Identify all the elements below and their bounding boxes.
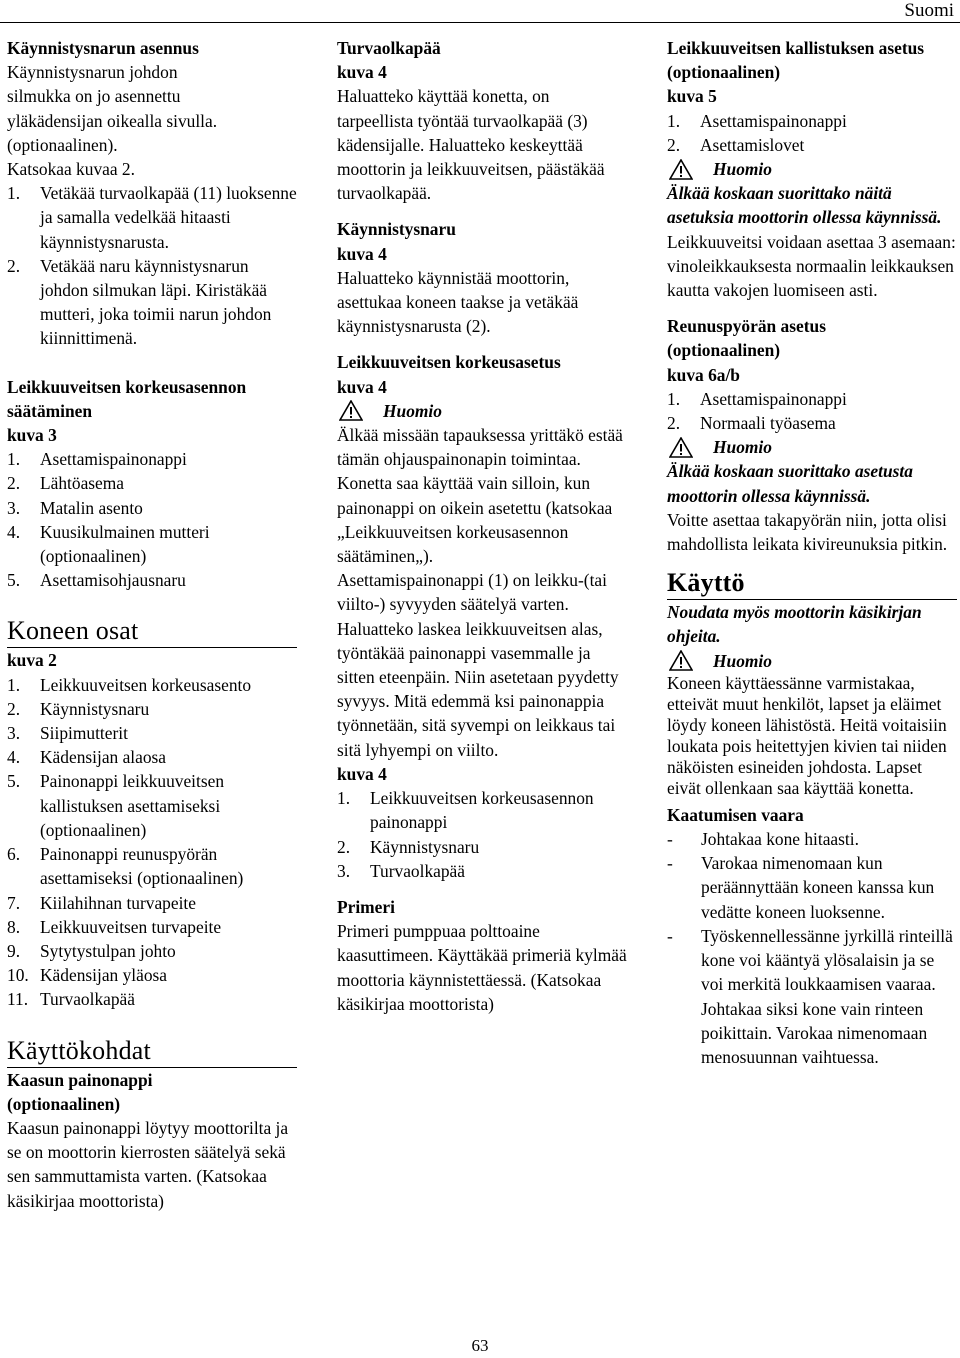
gas-button-text: Kaasun painonappi löytyy moottorilta ja se on moottorin kierrosten säätelyä sekä sen sammuttamista varten. (Katsokaa käsikirjaa moottorista): [7, 1117, 289, 1211]
warning-icon: [669, 650, 693, 671]
warning-label: Huomio: [713, 437, 772, 458]
text-line: Katsokaa kuvaa 2.: [7, 159, 135, 180]
figure-ref: kuva 3: [7, 425, 57, 446]
item-number: 1.: [7, 674, 21, 695]
warning-label: Huomio: [713, 650, 772, 671]
figure-ref: kuva 2: [7, 650, 57, 671]
item-bullet: -: [667, 829, 673, 850]
edge-wheel-text: Voitte asettaa takapyörän niin, jotta olisi mahdollista leikata kivireunuksia pitkin.: [667, 509, 948, 555]
list-item: [7, 915, 297, 939]
list-item: [7, 721, 297, 745]
parts-list: [7, 673, 297, 1012]
header-rule: [0, 22, 960, 23]
text-line: (optionaalinen).: [7, 134, 118, 155]
list-item: [337, 786, 627, 834]
item-text: Käynnistysnaru: [370, 836, 480, 857]
item-number: 1.: [7, 449, 21, 470]
item-bullet: -: [667, 853, 673, 874]
warning-notice: [667, 649, 957, 673]
item-text: Normaali työasema: [700, 413, 836, 434]
item-text: Asettamispainonappi: [40, 449, 187, 470]
starter-cord-title: Käynnistysnaru: [337, 219, 456, 240]
section-heading-use: Käyttö: [667, 568, 957, 600]
height-adjust-items: [7, 447, 297, 592]
item-number: 1.: [667, 110, 681, 131]
item-text: Sytytystulpan johto: [40, 940, 176, 961]
warning-icon: [339, 400, 363, 421]
item-text: Vetäkää naru käynnistysnarun johdon silmukan läpi. Kiristäkää mutteri, joka toimii narun johdon kiinnittimenä.: [40, 255, 272, 349]
item-text: Turvaolkapää: [40, 989, 135, 1010]
text-line: silmukka on jo asennettu: [7, 86, 181, 107]
item-number: 9.: [7, 940, 21, 961]
text-line: yläkädensijan oikealla sivulla.: [7, 110, 218, 131]
list-item: [7, 891, 297, 915]
tilt-items: [667, 109, 957, 157]
tilt-warning-text: Älkää koskaan suorittako näitä asetuksia moottorin ollessa käynnissä.: [667, 183, 942, 228]
list-item: [337, 859, 627, 883]
list-item: [7, 447, 297, 471]
item-number: 3.: [7, 723, 21, 744]
column-2: [337, 36, 627, 1016]
warning-notice: [667, 435, 957, 459]
item-number: 10.: [7, 965, 29, 986]
list-item: [7, 745, 297, 769]
item-number: 2.: [7, 698, 21, 719]
item-text: Asettamispainonappi: [700, 110, 847, 131]
item-text: Leikkuuveitsen korkeusasento: [40, 674, 252, 695]
item-text: Lähtöasema: [40, 473, 125, 494]
item-text: Turvaolkapää: [370, 860, 465, 881]
item-number: 2.: [667, 413, 681, 434]
edge-wheel-items: [667, 387, 957, 435]
starter-install-steps: [7, 181, 297, 350]
tip-over-list: [667, 827, 957, 1069]
warning-icon: [669, 437, 693, 458]
list-item: [667, 387, 957, 411]
page-language: Suomi: [904, 0, 954, 21]
list-item: [667, 411, 957, 435]
figure-ref: kuva 5: [667, 86, 717, 107]
warning-notice: [337, 399, 627, 423]
item-number: 4.: [7, 747, 21, 768]
primer-text: Primeri pumppuaa polttoaine kaasuttimeen. Käyttäkää primeriä kylmää moottoria käynnistettäessä. (Katsokaa käsikirjaa moottorista): [337, 921, 627, 1014]
safety-bar-text: Haluatteko käyttää konetta, on tarpeellista työntää turvaolkapää (3) kädensijalle. Haluatteko keskeyttää moottorin ja leikkuuveitsen, päästäkää turvaolkapää.: [337, 86, 605, 204]
list-item: [7, 842, 297, 890]
use-warning-text: Koneen käyttäessänne varmistakaa, etteivät muut henkilöt, lapset ja eläimet löydy koneen lähistöstä. Heitä voitaisiin loukata pois heitettyjen kivien tai niiden näköisten esineiden johdosta. Lapset eivät ollenkaan saa käyttää konetta.: [667, 672, 947, 798]
item-number: 2.: [667, 134, 681, 155]
text-line: Käynnistysnarun johdon: [7, 62, 178, 83]
page-number: 63: [471, 1336, 489, 1355]
item-text: Kädensijan alaosa: [40, 747, 167, 768]
list-item: [667, 133, 957, 157]
warning-icon: [669, 159, 693, 180]
item-number: 1.: [7, 183, 21, 204]
figure-ref: kuva 4: [337, 62, 387, 83]
warning-notice: [667, 157, 957, 181]
item-number: 11.: [7, 989, 29, 1010]
warning-label: Huomio: [383, 400, 442, 421]
item-number: 2.: [7, 255, 21, 276]
figure-4-items: [337, 786, 627, 883]
list-item: [667, 924, 957, 1069]
item-number: 2.: [337, 836, 351, 857]
item-text: Painonappi reunuspyörän asettamiseksi (optionaalinen): [40, 844, 244, 889]
list-item: [7, 568, 297, 592]
tip-over-title: Kaatumisen vaara: [667, 804, 804, 825]
item-text: Varokaa nimenomaan kun peräännyttään koneen kanssa kun vedätte koneen luoksenne.: [701, 853, 935, 922]
item-text: Vetäkää turvaolkapää (11) luoksenne ja samalla vedelkää hitaasti käynnistysnarusta.: [40, 183, 297, 252]
list-item: [7, 697, 297, 721]
starter-install-text: [7, 60, 297, 181]
item-text: Johtakaa kone hitaasti.: [701, 829, 859, 850]
list-item: [7, 471, 297, 495]
starter-install-title: Käynnistysnarun asennus: [7, 38, 199, 58]
list-item: [667, 851, 957, 924]
section-heading-parts: Koneen osat: [7, 616, 297, 648]
item-bullet: -: [667, 925, 673, 946]
list-item: [7, 520, 297, 568]
item-number: 3.: [7, 497, 21, 518]
list-item: [337, 835, 627, 859]
list-item: [667, 109, 957, 133]
list-item: [7, 673, 297, 697]
tilt-setting-title: Leikkuuveitsen kallistuksen asetus (optionaalinen): [667, 38, 925, 83]
figure-ref: kuva 6a/b: [667, 364, 740, 385]
item-text: Kiilahihnan turvapeite: [40, 892, 196, 913]
item-number: 7.: [7, 892, 21, 913]
list-item: [7, 181, 297, 254]
item-number: 4.: [7, 521, 21, 542]
item-text: Työskennellessänne jyrkillä rinteillä kone voi kääntyä ylösalaisin ja se voi merkitä loukkaamisen vaaraa. Johtakaa siksi kone vain rinteen poikittain. Varokaa nimenomaan menosuunnan vaihtuessa.: [701, 925, 953, 1067]
use-note: Noudata myös moottorin käsikirjan ohjeita.: [667, 602, 922, 647]
item-text: Leikkuuveitsen turvapeite: [40, 916, 222, 937]
warning-label: Huomio: [713, 159, 772, 180]
item-number: 2.: [7, 473, 21, 494]
item-text: Painonappi leikkuuveitsen kallistuksen asettamiseksi (optionaalinen): [40, 771, 225, 840]
item-number: 6.: [7, 844, 21, 865]
list-item: [667, 827, 957, 851]
tilt-setting-text: Leikkuuveitsi voidaan asettaa 3 asemaan: vinoleikkauksesta normaalin leikkauksen kautta vakojen luomiseen asti.: [667, 231, 956, 301]
item-number: 3.: [337, 860, 351, 881]
list-item: [7, 987, 297, 1011]
edge-warning-text: Älkää koskaan suorittako asetusta moottorin ollessa käynnissä.: [667, 461, 913, 506]
height-warning-text: Älkää missään tapauksessa yrittäkö estää tämän ohjauspainonapin toimintaa. Konetta saa käyttää vain silloin, kun painonappi on oikein asetettu (katsokaa „Leikkuuveitsen korkeusasennon säätäminen„).: [337, 425, 623, 567]
item-number: 1.: [337, 788, 351, 809]
item-number: 5.: [7, 570, 21, 591]
item-number: 8.: [7, 916, 21, 937]
figure-ref: kuva 4: [337, 376, 387, 397]
gas-button-title: Kaasun painonappi (optionaalinen): [7, 1069, 153, 1114]
item-text: Leikkuuveitsen korkeusasennon painonappi: [370, 788, 594, 833]
item-number: 5.: [7, 771, 21, 792]
edge-wheel-title: Reunuspyörän asetus (optionaalinen): [667, 316, 826, 361]
item-text: Asettamisohjausnaru: [40, 570, 186, 591]
list-item: [7, 254, 297, 351]
figure-ref: kuva 4: [337, 763, 387, 784]
item-text: Kuusikulmainen mutteri (optionaalinen): [40, 521, 210, 567]
item-text: Asettamispainonappi: [700, 388, 847, 409]
list-item: [7, 496, 297, 520]
height-setting-title: Leikkuuveitsen korkeusasetus: [337, 352, 561, 373]
safety-bar-title: Turvaolkapää: [337, 38, 441, 58]
list-item: [7, 769, 297, 842]
list-item: [7, 963, 297, 987]
item-text: Kädensijan yläosa: [40, 965, 168, 986]
height-setting-text: Asettamispainonappi (1) on leikku-(tai viilto-) syvyyden säätelyä varten. Haluatteko laskea leikkuuveitsen alas, työntäkää painonappi vasemmalle ja sitten eteenpäin. Niin asetetaan pyydetty syvyys. Mitä edemmä ksi painonappia työnnetään, sitä syvempi on leikkaus tai sitä lyhyempi on viilto.: [337, 570, 619, 760]
item-text: Matalin asento: [40, 497, 143, 518]
item-text: Käynnistysnaru: [40, 698, 150, 719]
column-3: [667, 36, 957, 1069]
figure-ref: kuva 4: [337, 243, 387, 264]
height-adjust-title: Leikkuuveitsen korkeusasennon säätäminen: [7, 376, 247, 421]
column-1: [7, 36, 297, 1213]
starter-cord-text: Haluatteko käynnistää moottorin, asettukaa koneen taakse ja vetäkää käynnistysnarusta (2).: [337, 267, 579, 337]
list-item: [7, 939, 297, 963]
section-heading-controls: Käyttökohdat: [7, 1036, 297, 1068]
item-text: Asettamislovet: [700, 134, 805, 155]
item-number: 1.: [667, 388, 681, 409]
item-text: Siipimutterit: [40, 723, 128, 744]
primer-title: Primeri: [337, 896, 395, 917]
